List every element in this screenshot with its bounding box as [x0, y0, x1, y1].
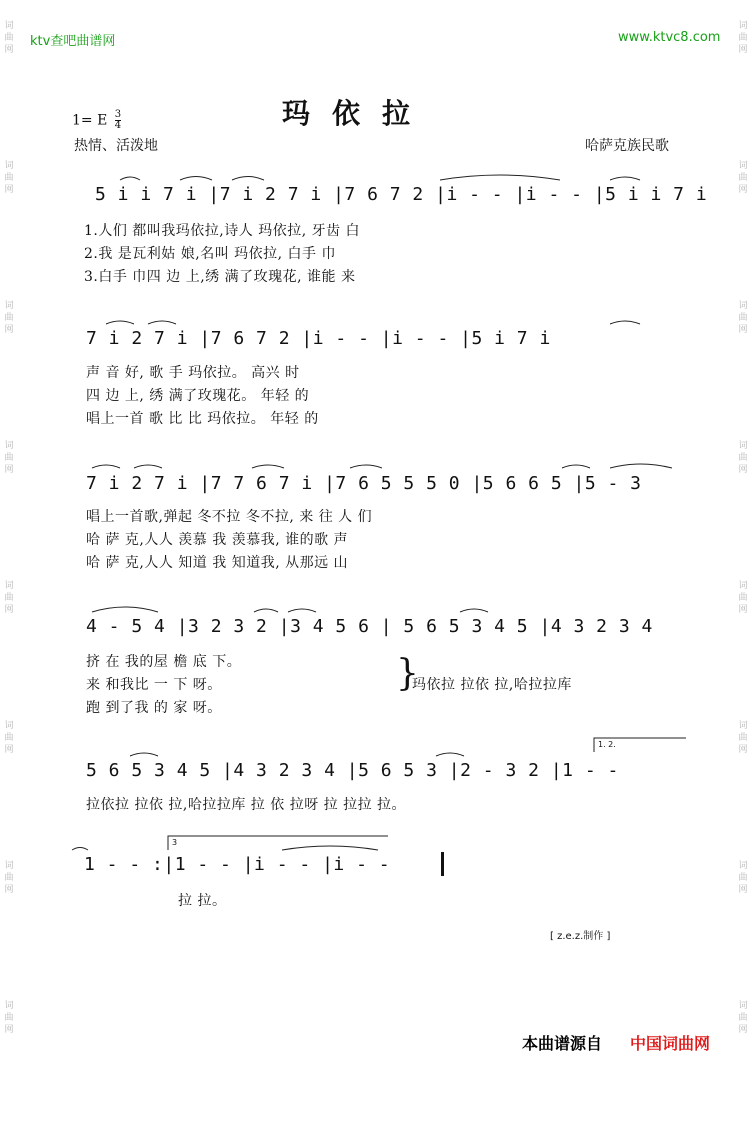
watermark-char: 词	[4, 161, 14, 171]
watermark-char: 曲	[738, 593, 748, 603]
watermark-char: 曲	[738, 33, 748, 43]
watermark-char: 曲	[738, 453, 748, 463]
watermark-char: 曲	[738, 873, 748, 883]
slur	[460, 609, 488, 612]
slur	[254, 609, 278, 612]
watermark-char: 网	[738, 45, 748, 55]
slur	[610, 464, 672, 468]
watermark-char: 词	[4, 861, 14, 871]
watermark-char: 词	[738, 441, 748, 451]
watermark-char: 网	[738, 745, 748, 755]
slur	[440, 175, 560, 180]
watermark-char: 网	[738, 885, 748, 895]
lyric-row-3-verse-2: 哈 萨 克,人人 羡慕 我 羡慕我, 谁的歌 声	[86, 532, 349, 548]
watermark-char: 曲	[4, 453, 14, 463]
slur	[350, 465, 382, 468]
lyric-row-4-verse-2: 来 和我比 一 下 呀。	[86, 677, 222, 693]
slur	[562, 465, 590, 468]
slur	[436, 753, 464, 756]
tempo-marking: 热情、活泼地	[74, 138, 158, 154]
slur	[610, 177, 640, 180]
lyric-row-4-verse-1: 挤 在 我的屋 檐 底 下。	[86, 654, 242, 670]
watermark-char: 曲	[738, 173, 748, 183]
slur	[106, 321, 134, 324]
watermark-char: 词	[738, 301, 748, 311]
site-name-left[interactable]: ktv查吧曲谱网	[30, 34, 116, 49]
lyric-row-1-verse-1: 1.人们 都叫我玛依拉,诗人 玛依拉, 牙齿 白	[84, 223, 361, 239]
lyric-row-2-verse-3: 唱上一首 歌 比 比 玛依拉。 年轻 的	[86, 411, 319, 427]
volta-3-label: 3	[172, 838, 178, 847]
watermark-char: 曲	[4, 313, 14, 323]
watermark-char: 曲	[738, 733, 748, 743]
slur	[92, 607, 158, 612]
notation-row-5: 5 6 5 3 4 5 |4 3 2 3 4 |5 6 5 3 |2 - 3 2 |1 - -	[86, 760, 619, 781]
slur	[72, 848, 88, 851]
watermark-char: 网	[738, 605, 748, 615]
watermark-char: 曲	[4, 873, 14, 883]
lyric-row-5: 拉依拉 拉依 拉,哈拉拉库 拉 依 拉呀 拉 拉拉 拉。	[86, 797, 407, 813]
slur	[148, 321, 176, 324]
slur	[282, 846, 378, 850]
watermark-char: 词	[4, 301, 14, 311]
slur	[92, 465, 120, 468]
watermark-char: 词	[738, 861, 748, 871]
slur	[610, 321, 640, 324]
slur	[130, 753, 158, 756]
watermark-char: 词	[738, 161, 748, 171]
watermark-char: 网	[738, 465, 748, 475]
watermark-char: 网	[4, 45, 14, 55]
volta-bracket	[168, 836, 388, 850]
song-origin: 哈萨克族民歌	[585, 138, 669, 154]
watermark-char: 曲	[738, 313, 748, 323]
watermark-char: 网	[738, 185, 748, 195]
volta-1-2-label: 1. 2.	[598, 740, 616, 749]
watermark-char: 网	[4, 325, 14, 335]
slur	[134, 465, 162, 468]
song-title: 玛依拉	[282, 97, 433, 130]
watermark-char: 网	[4, 465, 14, 475]
watermark-char: 网	[4, 885, 14, 895]
time-signature-top: 3	[114, 109, 122, 120]
watermark-char: 曲	[4, 593, 14, 603]
slur	[232, 177, 264, 181]
watermark-char: 词	[4, 721, 14, 731]
watermark-char: 网	[4, 605, 14, 615]
watermark-char: 词	[738, 721, 748, 731]
slur	[288, 609, 316, 612]
watermark-char: 网	[738, 325, 748, 335]
watermark-char: 曲	[738, 1013, 748, 1023]
slur	[252, 465, 284, 468]
refrain-lyric: 玛依拉 拉依 拉,哈拉拉库	[412, 677, 572, 693]
watermark-char: 网	[738, 1025, 748, 1035]
watermark-char: 曲	[4, 733, 14, 743]
watermark-char: 曲	[4, 173, 14, 183]
lyric-row-2-verse-1: 声 音 好, 歌 手 玛依拉。 高兴 时	[86, 365, 300, 381]
lyric-row-6: 拉 拉。	[178, 893, 227, 909]
watermark-char: 曲	[4, 1013, 14, 1023]
lyric-row-3-verse-1: 唱上一首歌,弹起 冬不拉 冬不拉, 来 往 人 们	[86, 509, 373, 525]
lyric-row-1-verse-2: 2.我 是瓦利姑 娘,名叫 玛依拉, 白手 巾	[84, 246, 337, 262]
lyric-row-3-verse-3: 哈 萨 克,人人 知道 我 知道我, 从那远 山	[86, 555, 349, 571]
slur	[180, 177, 212, 181]
verse-brace: }	[396, 653, 419, 694]
lyric-row-4-verse-3: 跑 到了我 的 家 呀。	[86, 700, 222, 716]
footer-source-label: 本曲谱源自	[522, 1034, 603, 1053]
watermark-char: 词	[738, 581, 748, 591]
slur	[120, 177, 140, 180]
watermark-char: 词	[4, 1001, 14, 1011]
key-label: 1= E	[72, 112, 108, 129]
watermark-char: 网	[4, 745, 14, 755]
notation-row-1: 5 i i 7 i |7 i 2 7 i |7 6 7 2 |i - - |i - - |5 i i 7 i	[95, 184, 708, 205]
notation-row-2: 7 i 2 7 i |7 6 7 2 |i - - |i - - |5 i 7 i	[86, 328, 551, 349]
volta-bracket	[594, 738, 686, 752]
time-signature-bottom: 4	[114, 120, 122, 131]
footer-source-site[interactable]: 中国词曲网	[630, 1034, 711, 1053]
watermark-char: 词	[738, 21, 748, 31]
watermark-char: 词	[4, 441, 14, 451]
final-barline	[441, 852, 444, 876]
notation-row-3: 7 i 2 7 i |7 7 6 7 i |7 6 5 5 5 0 |5 6 6 5 |5 - 3	[86, 473, 642, 494]
watermark-char: 词	[4, 581, 14, 591]
notation-row-6: 1 - - :|1 - - |i - - |i - -	[84, 854, 391, 875]
lyric-row-1-verse-3: 3.白手 巾四 边 上,绣 满了玫瑰花, 谁能 来	[84, 269, 356, 285]
watermark-char: 网	[4, 1025, 14, 1035]
watermark-char: 词	[738, 1001, 748, 1011]
watermark-char: 词	[4, 21, 14, 31]
lyric-row-2-verse-2: 四 边 上, 绣 满了玫瑰花。 年轻 的	[86, 388, 310, 404]
notation-row-4: 4 - 5 4 |3 2 3 2 |3 4 5 6 | 5 6 5 3 4 5 |4 3 2 3 4	[86, 616, 653, 637]
watermark-char: 网	[4, 185, 14, 195]
credit-label: [ z.e.z.制作 ]	[550, 931, 611, 942]
watermark-char: 曲	[4, 33, 14, 43]
site-url-right[interactable]: www.ktvc8.com	[618, 30, 721, 45]
